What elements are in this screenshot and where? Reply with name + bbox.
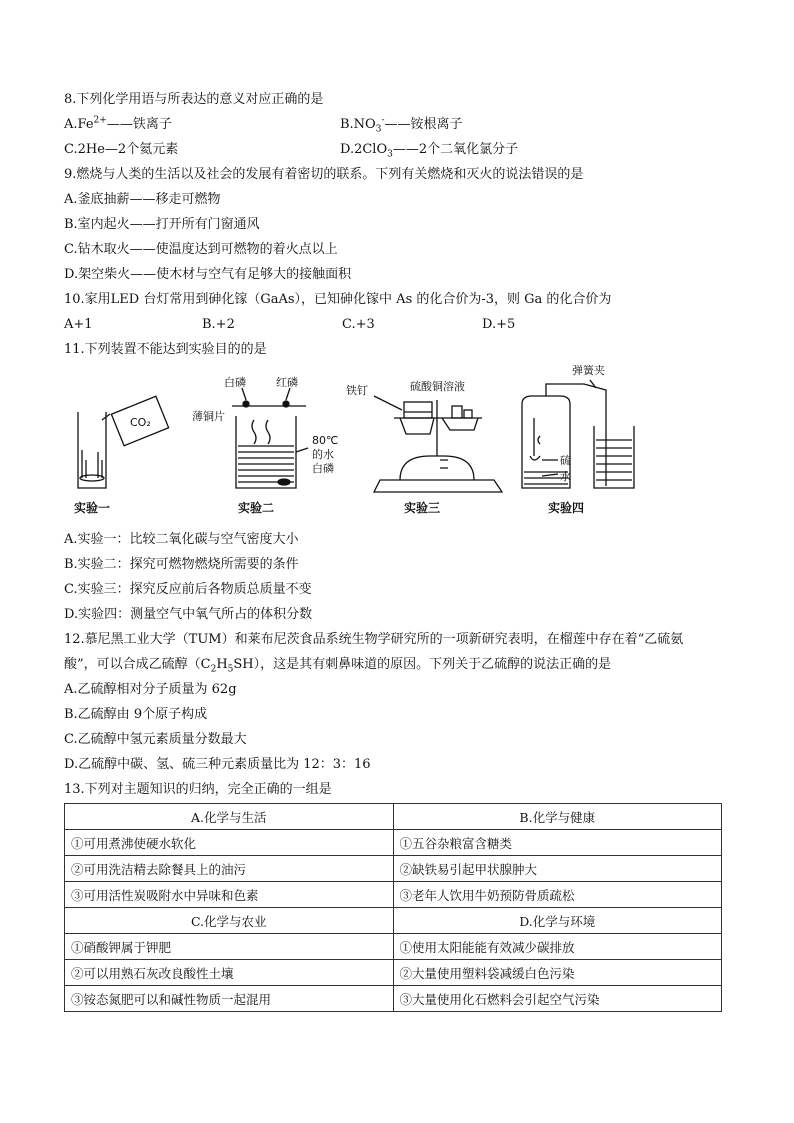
q8-option-c: C.2He—2个氦元素 <box>64 142 179 157</box>
q8-option-b: $B.NO_3^-——$铵根离子 <box>340 115 463 135</box>
label-cuso4: 硫酸铜溶液 <box>410 380 465 393</box>
table-cell: ②可用洗洁精去除餐具上的油污 <box>65 856 394 882</box>
q10-option-c: C.+3 <box>342 317 375 332</box>
q8-option-a: $A.Fe^{2+}——$铁离子 <box>64 115 172 132</box>
q10-option-b: B.+2 <box>202 317 235 332</box>
label-copper: 薄铜片 <box>192 410 225 423</box>
experiment-2-apparatus <box>192 375 338 515</box>
q10-option-d: D.+5 <box>482 317 516 332</box>
q13-stem: 13.下列对主题知识的归纳，完全正确的一组是 <box>64 782 332 797</box>
table-cell: ③铵态氮肥可以和碱性物质一起混用 <box>65 986 394 1012</box>
table-row <box>65 830 722 856</box>
table-row <box>65 986 722 1012</box>
knowledge-table <box>64 803 722 1012</box>
q8-stem: 8.下列化学用语与所表达的意义对应正确的是 <box>64 92 324 107</box>
label-sulfur: 硫 <box>560 454 571 467</box>
table-row <box>65 856 722 882</box>
q12-option-b: B.乙硫醇由 9个原子构成 <box>64 707 208 722</box>
q12-stem-line2: 酸”，可以合成乙硫醇$(C_2H_5SH)$，这是其有刺鼻味道的原因。下列关于乙硫醇的说法正确的是 <box>64 657 612 675</box>
q11-option-b: B.实验二：探究可燃物燃烧所需要的条件 <box>64 557 299 572</box>
label-co2: CO₂ <box>130 416 151 429</box>
q12-option-a: A.乙硫醇相对分子质量为 62g <box>64 682 237 697</box>
label-water80-1: 80℃ <box>312 434 339 447</box>
experiment-3-apparatus <box>346 379 502 515</box>
label-exp3: 实验三 <box>404 501 441 515</box>
table-row <box>65 908 722 934</box>
q9-option-a: A.釜底抽薪——移走可燃物 <box>64 192 221 207</box>
experiment-figure <box>64 360 650 520</box>
q11-stem: 11.下列装置不能达到实验目的的是 <box>64 342 267 357</box>
table-cell: ③可用活性炭吸附水中异味和色素 <box>65 882 394 908</box>
table-cell: ②可以用熟石灰改良酸性土壤 <box>65 960 394 986</box>
experiment-4-apparatus <box>522 363 634 515</box>
table-cell: ③大量使用化石燃料会引起空气污染 <box>393 986 722 1012</box>
q10-stem: 10.家用LED 台灯常用到砷化镓（GaAs），已知砷化镓中 As 的化合价为-3，则 Ga 的化合价为 <box>64 292 612 307</box>
q8-option-d: D.2ClO$_3$——2个二氧化氯分子 <box>340 142 519 160</box>
q9-option-c: C.钻木取火——使温度达到可燃物的着火点以上 <box>64 242 338 257</box>
experiment-1-apparatus <box>74 396 169 515</box>
q11-option-c: C.实验三：探究反应前后各物质总质量不变 <box>64 582 312 597</box>
label-nail: 铁钉 <box>346 384 368 397</box>
q12-stem-line1: 12.慕尼黑工业大学（TUM）和莱布尼茨食品系统生物学研究所的一项新研究表明，在榴莲中存在着“乙硫氨 <box>64 632 684 647</box>
table-cell: ③老年人饮用牛奶预防骨质疏松 <box>393 882 722 908</box>
q11-option-d: D.实验四：测量空气中氧气所占的体积分数 <box>64 607 313 622</box>
label-exp1: 实验一 <box>74 501 111 515</box>
q10-option-a: A+1 <box>64 317 93 332</box>
q9-option-d: D.架空柴火——使木材与空气有足够大的接触面积 <box>64 267 352 282</box>
q12-option-c: C.乙硫醇中氢元素质量分数最大 <box>64 732 247 747</box>
table-head-d: D.化学与环境 <box>393 908 722 934</box>
q9-stem: 9.燃烧与人类的生活以及社会的发展有着密切的联系。下列有关燃烧和灭火的说法错误的是 <box>64 167 584 182</box>
table-row <box>65 960 722 986</box>
label-water80-2: 的水 <box>312 448 334 461</box>
q9-option-b: B.室内起火——打开所有门窗通风 <box>64 217 260 232</box>
table-cell: ①硝酸钾属于钾肥 <box>65 934 394 960</box>
q11-option-a: A.实验一：比较二氧化碳与空气密度大小 <box>64 532 299 547</box>
label-white-p: 白磷 <box>224 376 246 389</box>
label-exp2: 实验二 <box>238 501 275 515</box>
table-cell: ①使用太阳能能有效减少碳排放 <box>393 934 722 960</box>
table-row <box>65 804 722 830</box>
label-exp4: 实验四 <box>548 501 585 515</box>
label-white-p2: 白磷 <box>312 462 334 475</box>
table-cell: ①可用煮沸使硬水软化 <box>65 830 394 856</box>
table-cell: ②大量使用塑料袋减缓白色污染 <box>393 960 722 986</box>
table-head-b: B.化学与健康 <box>393 804 722 830</box>
label-clamp: 弹簧夹 <box>572 364 605 377</box>
table-head-c: C.化学与农业 <box>65 908 394 934</box>
q12-option-d: D.乙硫醇中碳、氢、硫三种元素质量比为 12：3：16 <box>64 757 371 772</box>
table-row <box>65 934 722 960</box>
table-row <box>65 882 722 908</box>
table-cell: ②缺铁易引起甲状腺肿大 <box>393 856 722 882</box>
table-head-a: A.化学与生活 <box>65 804 394 830</box>
label-water: 水 <box>560 470 571 483</box>
table-cell: ①五谷杂粮富含糖类 <box>393 830 722 856</box>
label-red-p: 红磷 <box>276 376 298 389</box>
